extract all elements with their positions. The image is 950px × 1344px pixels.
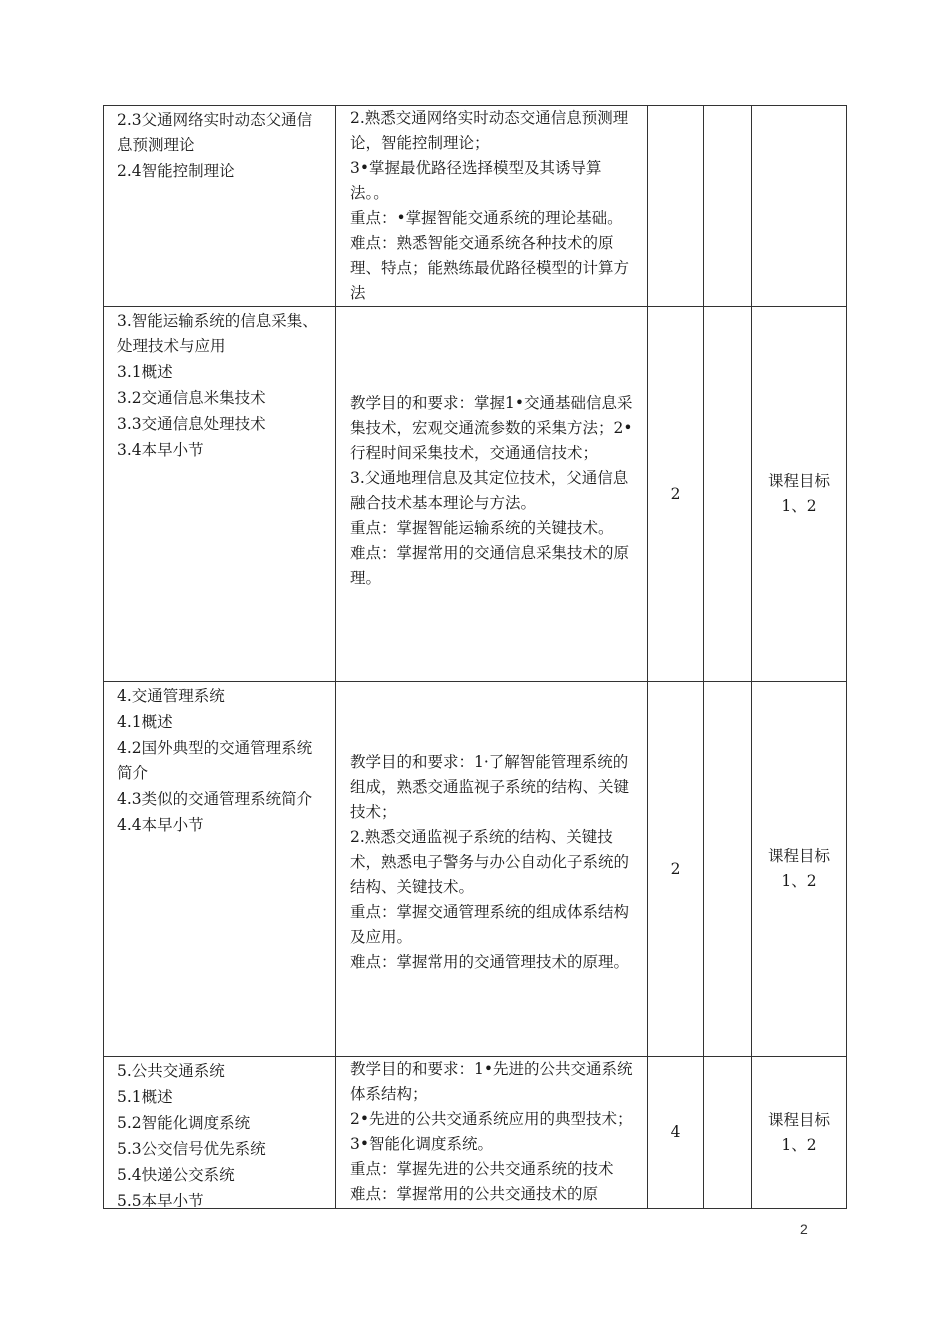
requirement-text: 2.熟悉交通监视子系统的结构、关键技术，熟悉电子警务与办公自动化子系统的结构、关键技术。 <box>350 828 630 896</box>
requirement-text: 难点：掌握常用的公共交通技术的原 <box>350 1185 599 1203</box>
outline-line: 2.3父通网络实时动态父通信息预测理论 <box>117 111 313 154</box>
requirement-text: 3.父通地理信息及其定位技术，父通信息融合技术基本理论与方法。 <box>350 469 629 512</box>
table-row <box>104 307 847 682</box>
requirement-text: 2•先进的公共交通系统应用的典型技术； <box>350 1110 633 1128</box>
outline-line: 3.智能运输系统的信息采集、处理技术与应用 <box>117 312 318 355</box>
course-goal-cell <box>752 106 847 307</box>
outline-line: 4.4本早小节 <box>117 816 204 834</box>
requirement-text: 重点：掌握交通管理系统的组成体系结构及应用。 <box>350 903 630 946</box>
hours-cell: 4 <box>648 1057 704 1209</box>
outline-line: 5.公共交通系统 <box>117 1062 225 1080</box>
content-outline-cell <box>104 106 336 307</box>
page-number: 2 <box>800 1221 808 1237</box>
outline-line: 5.5本早小节 <box>117 1192 204 1207</box>
requirement-text: 难点：掌握常用的交通管理技术的原理。 <box>350 953 630 971</box>
requirement-text: 重点：•掌握智能交通系统的理论基础。难点：熟悉智能交通系统各种技术的原理、特点；能熟练最优路径模型的计算方法 <box>350 209 630 302</box>
hours-cell: 2 <box>648 682 704 1057</box>
course-goal-text: 课程目标1、2 <box>767 472 830 515</box>
requirements-cell <box>336 307 648 682</box>
requirement-text: 2.熟悉交通网络实时动态交通信息预测理论，智能控制理论； <box>350 109 629 152</box>
requirement-text: 3•智能化调度系统。 <box>350 1135 494 1153</box>
content-outline-cell <box>104 682 336 1057</box>
course-goal-cell <box>752 307 847 682</box>
requirements-cell <box>336 1057 648 1209</box>
requirement-text: 教学目的和要求：1·了解智能管理系统的组成，熟悉交通监视子系统的结构、关键技术； <box>350 753 630 821</box>
outline-line: 4.1概述 <box>117 713 173 731</box>
outline-line: 4.2国外典型的交通管理系统简介 <box>117 739 313 782</box>
content-outline-cell <box>104 307 336 682</box>
method-cell <box>704 1057 752 1209</box>
course-goal-cell <box>752 682 847 1057</box>
table-row <box>104 682 847 1057</box>
requirements-cell <box>336 682 648 1057</box>
outline-line: 4.3类似的交通管理系统简介 <box>117 790 313 808</box>
outline-line: 5.2智能化调度系统 <box>117 1114 251 1132</box>
table-row <box>104 106 847 307</box>
requirement-text: 教学目的和要求：1•先进的公共交通系统体系结构； <box>350 1060 633 1103</box>
course-goal-text: 课程目标1、2 <box>767 847 830 890</box>
requirement-text: 重点：掌握智能运输系统的关键技术。 <box>350 519 614 537</box>
method-cell <box>704 682 752 1057</box>
content-outline-cell <box>104 1057 336 1209</box>
requirement-text: 3•掌握最优路径选择模型及其诱导算法。。 <box>350 159 602 202</box>
method-cell <box>704 106 752 307</box>
outline-line: 5.3公交信号优先系统 <box>117 1140 266 1158</box>
requirement-text: 重点：掌握先进的公共交通系统的技术 <box>350 1160 614 1178</box>
outline-line: 5.1概述 <box>117 1088 173 1106</box>
syllabus-table <box>103 105 847 1209</box>
outline-line: 4.交通管理系统 <box>117 687 225 705</box>
outline-line: 3.2交通信息米集技术 <box>117 389 266 407</box>
table-row <box>104 1057 847 1209</box>
outline-line: 3.4本早小节 <box>117 441 204 459</box>
course-goal-text: 课程目标1、2 <box>767 1110 830 1154</box>
requirement-text: 难点：掌握常用的交通信息采集技术的原理。 <box>350 544 630 587</box>
course-goal-cell <box>752 1057 847 1209</box>
requirement-text: 教学目的和要求：掌握1•交通基础信息采集技术，宏观交通流参数的采集方法；2•行程时间采集技术，交通通信技术； <box>350 394 633 462</box>
hours-cell: 2 <box>648 307 704 682</box>
outline-line: 2.4智能控制理论 <box>117 162 235 180</box>
outline-line: 5.4快递公交系统 <box>117 1166 235 1184</box>
hours-cell <box>648 106 704 307</box>
requirements-cell <box>336 106 648 307</box>
outline-line: 3.3交通信息处理技术 <box>117 415 266 433</box>
method-cell <box>704 307 752 682</box>
outline-line: 3.1概述 <box>117 363 173 381</box>
